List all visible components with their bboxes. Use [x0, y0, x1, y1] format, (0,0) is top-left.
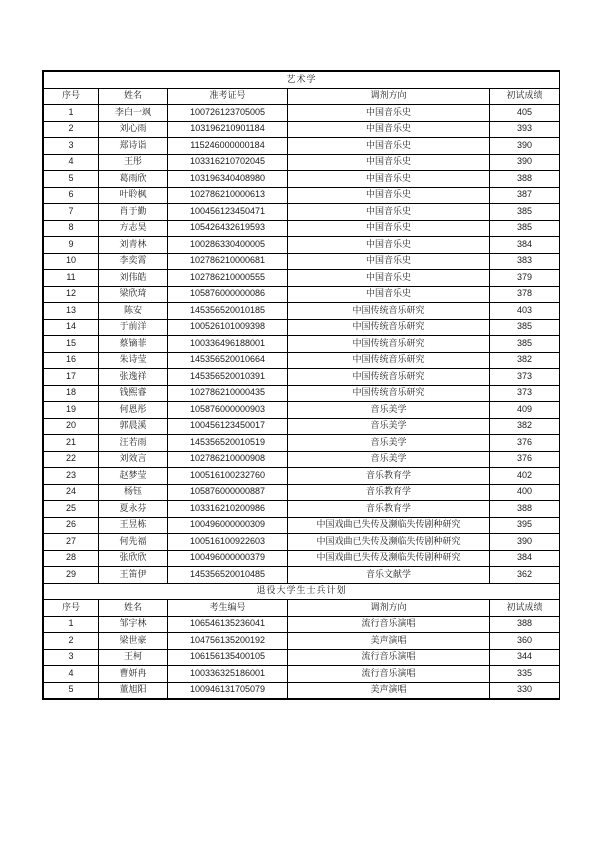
- col-direction: 音乐美学: [288, 418, 490, 435]
- col-exam-number: 100496000000379: [168, 550, 288, 567]
- col-score: 385: [490, 319, 560, 336]
- col-score: 388: [490, 501, 560, 518]
- col-exam-number: 103316210200986: [168, 501, 288, 518]
- col-score: 382: [490, 418, 560, 435]
- col-exam-number: 100946131705079: [168, 682, 288, 699]
- art-studies-table: [43, 71, 560, 584]
- table-row: [44, 517, 560, 534]
- col-index: 2: [44, 121, 99, 138]
- col-score: 395: [490, 517, 560, 534]
- table-row: [44, 418, 560, 435]
- table-row: [44, 666, 560, 683]
- table-title-row: [44, 583, 560, 600]
- col-score: 378: [490, 286, 560, 303]
- col-index: 24: [44, 484, 99, 501]
- table-row: [44, 501, 560, 518]
- col-score: 344: [490, 649, 560, 666]
- col-exam-number: 105876000000086: [168, 286, 288, 303]
- col-index: 6: [44, 187, 99, 204]
- col-exam-number: 103196210901184: [168, 121, 288, 138]
- col-index: 5: [44, 171, 99, 188]
- header-col-name: 姓名: [99, 88, 168, 105]
- col-index: 23: [44, 468, 99, 485]
- col-score: 403: [490, 303, 560, 320]
- col-score: 393: [490, 121, 560, 138]
- col-exam-number: 115246000000184: [168, 138, 288, 155]
- col-name: 王昱栋: [99, 517, 168, 534]
- col-direction: 中国戏曲已失传及濒临失传剧种研究: [288, 550, 490, 567]
- table-row: [44, 484, 560, 501]
- col-direction: 中国音乐史: [288, 187, 490, 204]
- table-row: [44, 682, 560, 699]
- table-row: [44, 154, 560, 171]
- col-exam-number: 145356520010185: [168, 303, 288, 320]
- col-name: 汪若雨: [99, 435, 168, 452]
- table-row: [44, 633, 560, 650]
- col-exam-number: 103316210702045: [168, 154, 288, 171]
- header-col-score: 初试成绩: [490, 88, 560, 105]
- col-direction: 音乐美学: [288, 402, 490, 419]
- table-row: [44, 649, 560, 666]
- table-row: [44, 204, 560, 221]
- col-direction: 中国传统音乐研究: [288, 319, 490, 336]
- table-row: [44, 138, 560, 155]
- col-score: 384: [490, 550, 560, 567]
- col-exam-number: 103196340408980: [168, 171, 288, 188]
- col-score: 379: [490, 270, 560, 287]
- col-index: 8: [44, 220, 99, 237]
- tables-container: [42, 70, 560, 700]
- col-name: 何先福: [99, 534, 168, 551]
- col-direction: 中国传统音乐研究: [288, 369, 490, 386]
- col-name: 夏永芬: [99, 501, 168, 518]
- col-name: 刘心雨: [99, 121, 168, 138]
- col-direction: 音乐教育学: [288, 484, 490, 501]
- col-direction: 音乐文献学: [288, 567, 490, 584]
- col-direction: 中国音乐史: [288, 253, 490, 270]
- col-index: 10: [44, 253, 99, 270]
- table-row: [44, 105, 560, 122]
- col-exam-number: 145356520010485: [168, 567, 288, 584]
- header-col-index: 序号: [44, 88, 99, 105]
- table-row: [44, 336, 560, 353]
- veteran-soldier-plan-table: [43, 583, 560, 700]
- col-score: 373: [490, 369, 560, 386]
- col-exam-number: 106546135236041: [168, 616, 288, 633]
- col-index: 18: [44, 385, 99, 402]
- col-score: 383: [490, 253, 560, 270]
- col-direction: 中国音乐史: [288, 270, 490, 287]
- table-row: [44, 237, 560, 254]
- col-name: 方志昊: [99, 220, 168, 237]
- col-exam-number: 100516100232760: [168, 468, 288, 485]
- col-score: 385: [490, 220, 560, 237]
- col-index: 15: [44, 336, 99, 353]
- table-row: [44, 451, 560, 468]
- table-row: [44, 550, 560, 567]
- table-row: [44, 402, 560, 419]
- col-direction: 流行音乐演唱: [288, 666, 490, 683]
- col-score: 387: [490, 187, 560, 204]
- col-name: 李白一飒: [99, 105, 168, 122]
- col-score: 385: [490, 336, 560, 353]
- col-score: 373: [490, 385, 560, 402]
- header-col-exam-number: 准考证号: [168, 88, 288, 105]
- col-exam-number: 100456123450471: [168, 204, 288, 221]
- col-name: 钱熙睿: [99, 385, 168, 402]
- col-index: 5: [44, 682, 99, 699]
- col-name: 李奕霄: [99, 253, 168, 270]
- col-name: 曹妍冉: [99, 666, 168, 683]
- table-row: [44, 616, 560, 633]
- col-index: 13: [44, 303, 99, 320]
- col-exam-number: 105876000000903: [168, 402, 288, 419]
- col-direction: 流行音乐演唱: [288, 649, 490, 666]
- col-index: 9: [44, 237, 99, 254]
- col-score: 405: [490, 105, 560, 122]
- col-score: 335: [490, 666, 560, 683]
- col-direction: 中国音乐史: [288, 154, 490, 171]
- col-exam-number: 105426432619593: [168, 220, 288, 237]
- col-index: 2: [44, 633, 99, 650]
- col-score: 384: [490, 237, 560, 254]
- table-row: [44, 253, 560, 270]
- col-name: 张逸祥: [99, 369, 168, 386]
- col-score: 400: [490, 484, 560, 501]
- col-score: 390: [490, 534, 560, 551]
- col-exam-number: 100516100922603: [168, 534, 288, 551]
- col-score: 330: [490, 682, 560, 699]
- col-exam-number: 145356520010519: [168, 435, 288, 452]
- col-index: 28: [44, 550, 99, 567]
- table-row: [44, 534, 560, 551]
- col-index: 14: [44, 319, 99, 336]
- col-exam-number: 100456123450017: [168, 418, 288, 435]
- header-col-direction: 调剂方向: [288, 88, 490, 105]
- col-index: 16: [44, 352, 99, 369]
- col-index: 4: [44, 666, 99, 683]
- col-index: 4: [44, 154, 99, 171]
- col-direction: 美声演唱: [288, 682, 490, 699]
- col-direction: 中国传统音乐研究: [288, 385, 490, 402]
- header-col-direction: 调剂方向: [288, 600, 490, 617]
- table-header-row: [44, 88, 560, 105]
- col-index: 21: [44, 435, 99, 452]
- col-exam-number: 102786210000435: [168, 385, 288, 402]
- col-name: 王彤: [99, 154, 168, 171]
- col-name: 叶聆枫: [99, 187, 168, 204]
- table-row: [44, 369, 560, 386]
- table-row: [44, 352, 560, 369]
- col-index: 29: [44, 567, 99, 584]
- col-name: 王柯: [99, 649, 168, 666]
- col-direction: 中国音乐史: [288, 204, 490, 221]
- col-exam-number: 100726123705005: [168, 105, 288, 122]
- col-direction: 中国音乐史: [288, 220, 490, 237]
- col-name: 张欣欣: [99, 550, 168, 567]
- col-index: 3: [44, 649, 99, 666]
- header-col-score: 初试成绩: [490, 600, 560, 617]
- col-name: 郑诗诣: [99, 138, 168, 155]
- col-name: 何恩彤: [99, 402, 168, 419]
- col-score: 360: [490, 633, 560, 650]
- col-name: 葛雨欣: [99, 171, 168, 188]
- col-index: 7: [44, 204, 99, 221]
- table-row: [44, 171, 560, 188]
- col-name: 刘效言: [99, 451, 168, 468]
- col-exam-number: 106156135400105: [168, 649, 288, 666]
- table-row: [44, 468, 560, 485]
- col-index: 26: [44, 517, 99, 534]
- col-direction: 中国戏曲已失传及濒临失传剧种研究: [288, 534, 490, 551]
- col-name: 蔡镝菲: [99, 336, 168, 353]
- col-name: 陈安: [99, 303, 168, 320]
- col-name: 于前洋: [99, 319, 168, 336]
- col-exam-number: 104756135200192: [168, 633, 288, 650]
- col-score: 376: [490, 435, 560, 452]
- col-direction: 美声演唱: [288, 633, 490, 650]
- col-name: 赵梦莹: [99, 468, 168, 485]
- col-direction: 中国音乐史: [288, 105, 490, 122]
- table-row: [44, 121, 560, 138]
- table-row: [44, 567, 560, 584]
- col-name: 梁世豪: [99, 633, 168, 650]
- col-direction: 中国传统音乐研究: [288, 352, 490, 369]
- col-direction: 中国戏曲已失传及濒临失传剧种研究: [288, 517, 490, 534]
- col-exam-number: 100496000000309: [168, 517, 288, 534]
- col-direction: 音乐教育学: [288, 468, 490, 485]
- col-exam-number: 145356520010664: [168, 352, 288, 369]
- col-exam-number: 100526101009398: [168, 319, 288, 336]
- table-title-row: [44, 72, 560, 89]
- col-direction: 流行音乐演唱: [288, 616, 490, 633]
- col-exam-number: 102786210000681: [168, 253, 288, 270]
- col-name: 董旭阳: [99, 682, 168, 699]
- table-row: [44, 319, 560, 336]
- col-index: 27: [44, 534, 99, 551]
- col-exam-number: 102786210000908: [168, 451, 288, 468]
- header-col-exam-number: 考生编号: [168, 600, 288, 617]
- col-direction: 中国音乐史: [288, 237, 490, 254]
- col-score: 382: [490, 352, 560, 369]
- col-score: 390: [490, 138, 560, 155]
- col-direction: 音乐教育学: [288, 501, 490, 518]
- col-exam-number: 102786210000613: [168, 187, 288, 204]
- col-name: 杨钰: [99, 484, 168, 501]
- col-name: 刘伟皓: [99, 270, 168, 287]
- table-row: [44, 220, 560, 237]
- col-score: 362: [490, 567, 560, 584]
- col-index: 19: [44, 402, 99, 419]
- table-title: 退役大学生士兵计划: [44, 583, 560, 600]
- col-index: 1: [44, 105, 99, 122]
- col-exam-number: 100336325186001: [168, 666, 288, 683]
- col-direction: 音乐美学: [288, 451, 490, 468]
- col-index: 1: [44, 616, 99, 633]
- header-col-index: 序号: [44, 600, 99, 617]
- header-col-name: 姓名: [99, 600, 168, 617]
- table-row: [44, 303, 560, 320]
- col-score: 390: [490, 154, 560, 171]
- col-score: 376: [490, 451, 560, 468]
- col-name: 郭晨溪: [99, 418, 168, 435]
- col-name: 朱诗莹: [99, 352, 168, 369]
- col-exam-number: 102786210000555: [168, 270, 288, 287]
- table-title: 艺术学: [44, 72, 560, 89]
- col-name: 刘青林: [99, 237, 168, 254]
- col-index: 17: [44, 369, 99, 386]
- col-index: 11: [44, 270, 99, 287]
- col-score: 388: [490, 616, 560, 633]
- col-exam-number: 145356520010391: [168, 369, 288, 386]
- col-index: 12: [44, 286, 99, 303]
- col-index: 22: [44, 451, 99, 468]
- col-direction: 中国音乐史: [288, 121, 490, 138]
- col-direction: 中国传统音乐研究: [288, 303, 490, 320]
- col-direction: 中国音乐史: [288, 171, 490, 188]
- col-direction: 音乐美学: [288, 435, 490, 452]
- table-row: [44, 270, 560, 287]
- table-row: [44, 286, 560, 303]
- col-direction: 中国音乐史: [288, 286, 490, 303]
- col-direction: 中国音乐史: [288, 138, 490, 155]
- col-exam-number: 100286330400005: [168, 237, 288, 254]
- col-index: 25: [44, 501, 99, 518]
- col-name: 梁欣琦: [99, 286, 168, 303]
- col-index: 3: [44, 138, 99, 155]
- table-row: [44, 187, 560, 204]
- col-direction: 中国传统音乐研究: [288, 336, 490, 353]
- col-score: 409: [490, 402, 560, 419]
- col-score: 388: [490, 171, 560, 188]
- col-name: 肖于勤: [99, 204, 168, 221]
- col-score: 402: [490, 468, 560, 485]
- col-exam-number: 100336496188001: [168, 336, 288, 353]
- col-exam-number: 105876000000887: [168, 484, 288, 501]
- col-name: 王笛伊: [99, 567, 168, 584]
- table-row: [44, 435, 560, 452]
- col-index: 20: [44, 418, 99, 435]
- col-name: 邹宇林: [99, 616, 168, 633]
- table-header-row: [44, 600, 560, 617]
- col-score: 385: [490, 204, 560, 221]
- table-row: [44, 385, 560, 402]
